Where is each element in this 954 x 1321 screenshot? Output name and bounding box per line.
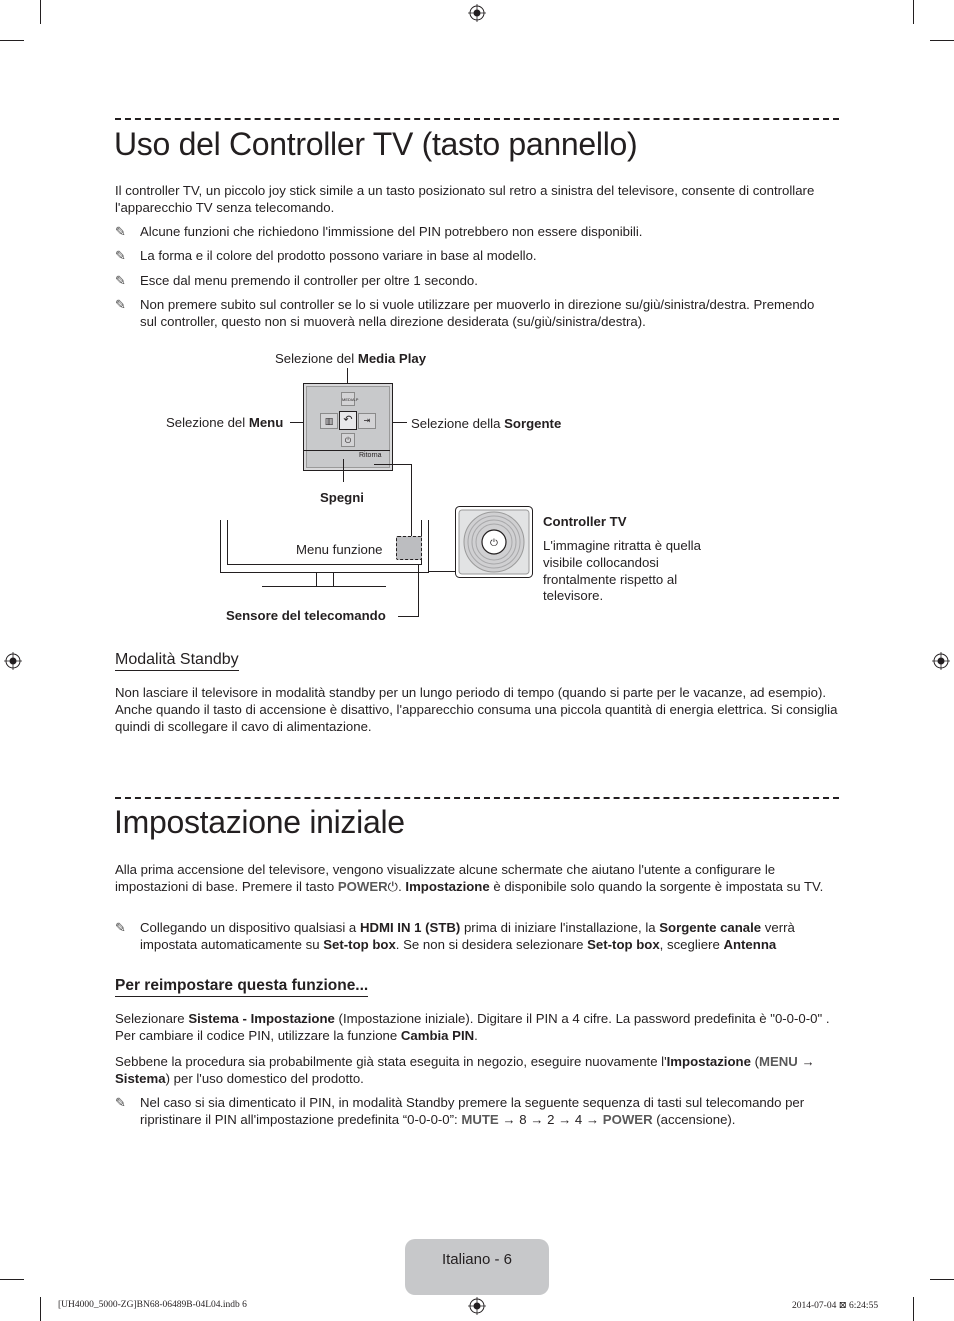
label-source: Selezione della Sorgente (411, 416, 562, 431)
note-item: ✎ Nel caso si sia dimenticato il PIN, in modalità Standby premere la seguente sequenza di tasti sul telecomando per ripristinare il PIN all'impostazione predefinita “0-0-0-0”: MUTE → 8 → 2 → 4 → POWER (accensione). (115, 1095, 805, 1127)
standby-paragraph: Non lasciare il televisore in modalità standby per un lungo periodo di tempo (quando si parte per le vacanze, ad esempio). Anche quando il tasto di accensione è disattivo, l'apparecchio consuma una piccola quantità di energia elettrica. Si consiglia quindi di scollegare il cavo di alimentazione. (115, 685, 838, 734)
note-item: ✎ Collegando un dispositivo qualsiasi a HDMI IN 1 (STB) prima di iniziare l'installazione, la Sorgente canale verrà impostata automaticamente su Set-top box. Se non si desidera selezionare Set-top box, scegliere Antenna (115, 920, 795, 952)
section-divider (115, 797, 839, 799)
pencil-note-icon: ✎ (115, 248, 126, 263)
print-file-info: [UH4000_5000-ZG]BN68-06489B-04L04.indb 6 (58, 1300, 247, 1310)
intro-paragraph: Il controller TV, un piccolo joy stick simile a un tasto posizionato sul retro a sinistra del televisore, consente di controllare l'apparecchio TV senza telecomando. (115, 183, 815, 215)
tv-outline (220, 520, 221, 572)
leader-line (428, 571, 455, 572)
reset-heading: Per reimpostare questa funzione... (115, 977, 368, 997)
crop-mark (913, 0, 914, 24)
label-remote-sensor: Sensore del telecomando (226, 608, 386, 623)
pencil-note-icon: ✎ (115, 273, 126, 288)
pencil-note-icon: ✎ (115, 1095, 126, 1110)
note-item: ✎ Alcune funzioni che richiedono l'immissione del PIN potrebbero non essere disponibili. (115, 224, 643, 239)
crop-mark (40, 1297, 41, 1321)
leader-line (418, 565, 419, 616)
pencil-note-icon: ✎ (115, 920, 126, 935)
standby-heading: Modalità Standby (115, 651, 239, 671)
menu-icon: ▥ (320, 413, 338, 429)
svg-text:⏻: ⏻ (490, 538, 498, 549)
joystick-icon (455, 506, 533, 578)
function-menu-button (396, 536, 422, 560)
power-icon: ⏻ (341, 433, 355, 447)
return-label: Ritorna (359, 452, 382, 459)
page-number: Italiano - 6 (441, 1251, 513, 1268)
section-title: Impostazione iniziale (114, 804, 405, 840)
controller-title: Controller TV (543, 514, 627, 529)
control-panel-graphic (303, 383, 393, 471)
page-title: Uso del Controller TV (tasto pannello) (114, 126, 638, 162)
registration-mark-icon (4, 652, 22, 670)
crop-mark (930, 40, 954, 41)
crop-mark (0, 40, 24, 41)
page-number-tab (405, 1239, 549, 1295)
note-item: ✎ La forma e il colore del prodotto possono variare in base al modello. (115, 248, 537, 263)
controller-description: L'immagine ritratta è quella visibile collocandosi frontalmente rispetto al televisore. (543, 538, 701, 604)
label-media-play: Selezione del Media Play (275, 351, 427, 366)
note-item: ✎ Non premere subito sul controller se lo si vuole utilizzare per muoverlo in direzione su/giù/sinistra/destra. Premendo sul controller, questo non si muoverà nella direzione desiderata (su/giù/sinistra/destra). (115, 297, 815, 329)
source-icon: ⇥ (358, 413, 376, 429)
registration-mark-icon (468, 1297, 486, 1315)
crop-mark (40, 0, 41, 24)
return-icon: ↶ (339, 411, 357, 430)
leader-line (398, 616, 419, 617)
power-icon: ⏻ (387, 878, 399, 894)
media-play-button: MEDIA.P (341, 392, 355, 406)
label-menu: Selezione del Menu (166, 415, 284, 430)
leader-line (374, 464, 412, 465)
print-date-info: 2014-07-04 ⊠ 6:24:55 (792, 1301, 879, 1311)
reset-paragraph-1: Selezionare Sistema - Impostazione (Impostazione iniziale). Digitare il PIN a 4 cifre. La password predefinita è "0-0-0-0" . Per cambiare il codice PIN, utilizzare la funzione Cambia PIN. (115, 1011, 830, 1043)
section-divider (115, 118, 839, 120)
crop-mark (0, 1279, 24, 1280)
leader-line (343, 459, 344, 482)
setup-intro: Alla prima accensione del televisore, vengono visualizzate alcune schermate che aiutano l'utente a configurare le impostazioni di base. Premere il tasto POWER⏻. Impostazione è disponibile solo quando la sorgente è impostata su TV. (115, 862, 824, 894)
leader-line (411, 464, 412, 537)
label-power-off: Spegni (320, 490, 364, 505)
pencil-note-icon: ✎ (115, 224, 126, 239)
registration-mark-icon (932, 652, 950, 670)
registration-mark-icon (468, 4, 486, 22)
crop-mark (913, 1297, 914, 1321)
crop-mark (930, 1279, 954, 1280)
pencil-note-icon: ✎ (115, 297, 126, 312)
reset-paragraph-2: Sebbene la procedura sia probabilmente già stata eseguita in negozio, eseguire nuovamente l'Impostazione (MENU → Sistema) per l'uso domestico del prodotto. (115, 1054, 815, 1086)
note-item: ✎ Esce dal menu premendo il controller per oltre 1 secondo. (115, 273, 478, 288)
label-function-menu: Menu funzione (296, 542, 383, 557)
